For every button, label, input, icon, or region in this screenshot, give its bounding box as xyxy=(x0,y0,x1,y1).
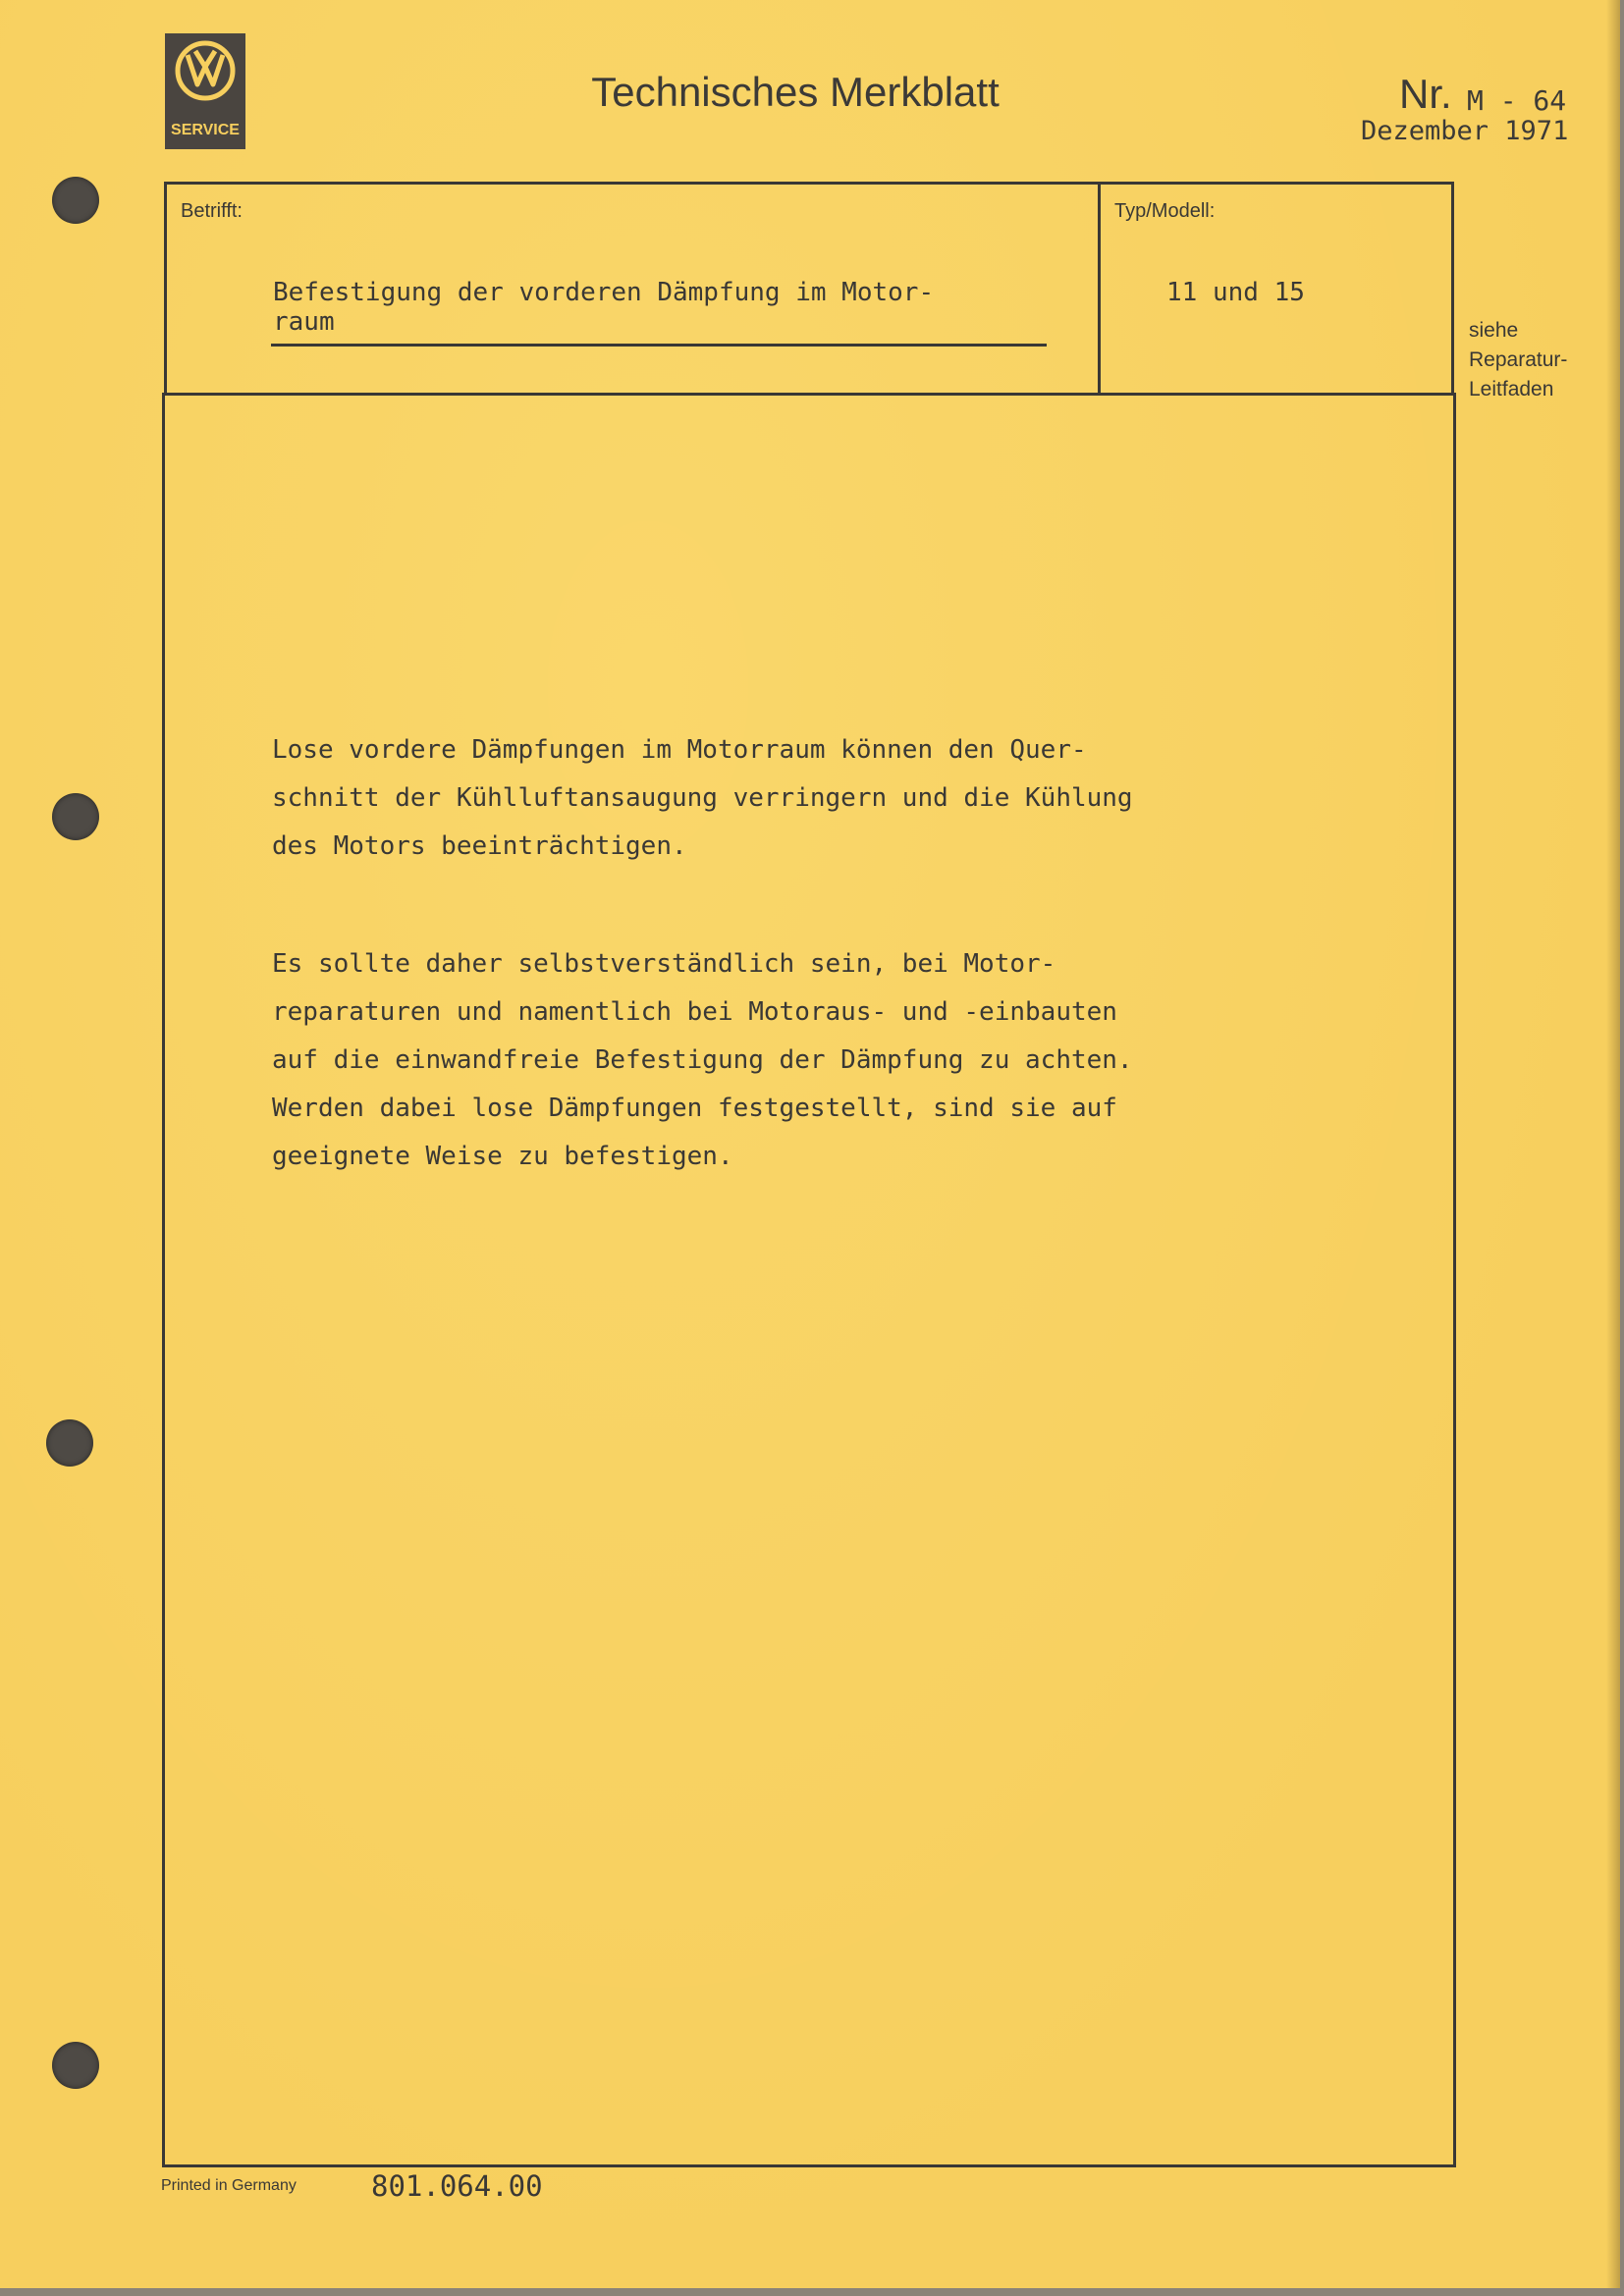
vw-logo-icon xyxy=(174,39,237,102)
subject-text: Befestigung der vorderen Dämpfung im Motor- raum xyxy=(273,278,935,337)
punch-hole xyxy=(52,793,99,840)
side-note-line: Reparatur- xyxy=(1469,348,1568,371)
model-label: Typ/Modell: xyxy=(1114,200,1216,222)
issue-date: Dezember 1971 xyxy=(1361,116,1569,146)
page-edge-shadow xyxy=(1606,0,1620,2288)
model-value: 11 und 15 xyxy=(1166,278,1305,307)
info-box-divider xyxy=(1098,185,1101,393)
punch-hole xyxy=(46,1419,93,1467)
info-box xyxy=(164,182,1454,396)
body-paragraph: Es sollte daher selbstverständlich sein, bei Motor- reparaturen und namentlich bei Motoraus- und -einbauten auf die einwandfreie Befestigung der Dämpfung zu achten. Werden dabei lose Dämpfungen festgestellt, sind sie auf geeignete Weise zu befestigen. xyxy=(272,949,1133,1171)
body-paragraph: Lose vordere Dämpfungen im Motorraum können den Quer- schnitt der Kühlluftansaugung verringern und die Kühlung des Motors beeinträchtigen. xyxy=(272,735,1133,861)
side-note-line: siehe xyxy=(1469,319,1519,342)
printed-in-germany: Printed in Germany xyxy=(161,2177,297,2194)
subject-underline xyxy=(271,344,1047,347)
subject-label: Betrifft: xyxy=(181,200,243,222)
vw-service-logo xyxy=(165,33,245,149)
nr-label: Nr. xyxy=(1399,71,1452,117)
punch-hole xyxy=(52,177,99,224)
nr-value: M - 64 xyxy=(1467,84,1567,117)
service-label: SERVICE xyxy=(171,122,240,138)
punch-hole xyxy=(52,2042,99,2089)
side-note xyxy=(1469,316,1606,404)
page-title: Technisches Merkblatt xyxy=(591,69,1000,115)
side-note-line: Leitfaden xyxy=(1469,378,1554,400)
main-content-frame xyxy=(162,393,1456,2167)
part-number: 801.064.00 xyxy=(371,2169,543,2203)
